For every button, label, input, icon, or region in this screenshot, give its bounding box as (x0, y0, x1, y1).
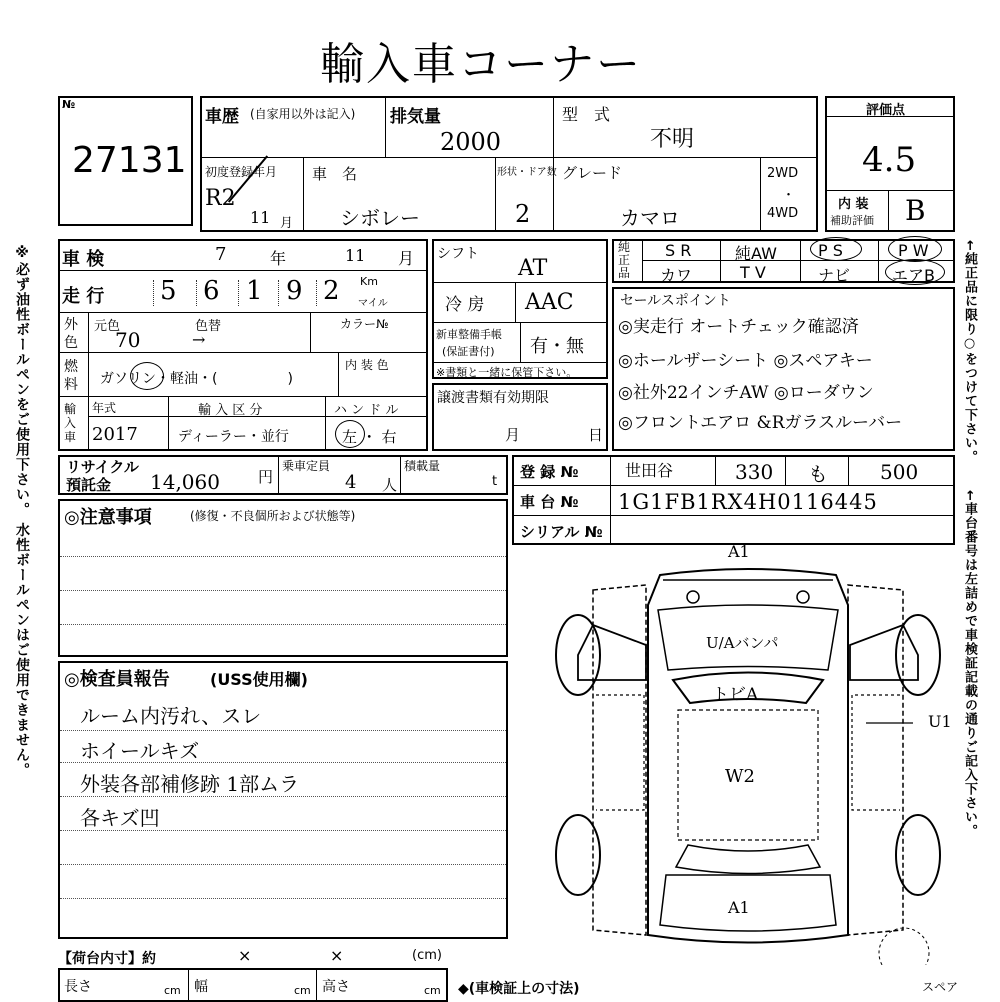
first-reg-year: R2 (205, 186, 236, 211)
displacement-label: 排気量 (390, 107, 441, 127)
color-side-label: 外色 (64, 317, 78, 351)
maint-book-label2: (保証書付) (442, 345, 495, 358)
diagram-roof-note: W2 (725, 766, 755, 787)
sales-point-item: ◎フロントエアロ &Rガラスルーバー (618, 413, 903, 433)
diagram-hood-note: U/Aバンパ (706, 634, 779, 652)
transfer-label: 譲渡書類有効期限 (437, 390, 549, 406)
import-type-label: 輸 入 区 分 (198, 403, 263, 418)
lot-label: № (62, 98, 76, 111)
import-year-value: 2017 (92, 424, 138, 445)
mileage-digit: 9 (286, 276, 303, 306)
shift-value: AT (518, 256, 548, 281)
dims-width-label: 幅 (194, 979, 208, 995)
load-label: 積載量 (404, 459, 441, 473)
inspector-line: 各キズ凹 (80, 806, 160, 830)
mileage-unit-km: Km (360, 275, 378, 288)
first-reg-month: 11 (250, 208, 271, 227)
right-note-chassis: ←車台番号は左詰めで車検証記載の通りご記入下さい。 (962, 490, 977, 838)
inspection-label: 車 検 (62, 249, 105, 270)
recycle-label2: 預託金 (66, 476, 112, 494)
serial-label: シリアル № (520, 523, 603, 541)
interior-label-2: 補助評価 (830, 214, 874, 227)
sales-point-item: ◎ホールザーシート ◎スペアキー (618, 351, 873, 371)
mileage-digit: 6 (203, 276, 220, 306)
chassis-label: 車 台 № (520, 493, 579, 511)
fuel-options: ガソリン・軽油・( ) (100, 371, 293, 387)
equipment-airbag: エアB (892, 266, 935, 285)
dims-length-unit: cm (164, 984, 181, 997)
score-label: 評価点 (866, 103, 906, 118)
inspector-line: 外装各部補修跡 1部ムラ (80, 772, 300, 796)
equipment-side-label: 純正品 (618, 240, 631, 280)
ac-label: 冷 房 (445, 295, 485, 315)
registration-kana: も (808, 462, 828, 486)
spare-label: スペア (922, 980, 959, 994)
equipment-ps: P S (818, 241, 843, 260)
mileage-digit: 1 (246, 276, 263, 306)
lot-box (58, 96, 193, 226)
equipment-pw: P W (898, 241, 929, 260)
color-code-label: カラー№ (340, 317, 389, 331)
import-side-label: 輸入車 (64, 402, 77, 444)
registration-label: 登 録 № (520, 463, 579, 481)
handle-left-circle (335, 420, 365, 448)
maint-book-label1: 新車整備手帳 (436, 328, 502, 341)
first-reg-label: 初度登録年月 (205, 165, 278, 179)
recycle-value: 14,060 (150, 470, 220, 494)
cargo-x1: × (238, 946, 252, 965)
right-note-equipment: ←純正品に限り○をつけて下さい。 (962, 240, 977, 464)
equipment-sr: S R (665, 241, 692, 260)
history-label: 車歴 (205, 107, 239, 127)
inspector-sub: (USS使用欄) (210, 670, 308, 689)
mileage-digit: 2 (323, 276, 340, 306)
sales-point-item: ◎社外22インチAW ◎ローダウン (618, 383, 874, 403)
mileage-unit-mile: マイル (358, 298, 388, 309)
recycle-label1: リサイクル (66, 458, 139, 476)
dims-length-label: 長さ (64, 979, 92, 995)
mileage-digits (118, 272, 348, 310)
model-value: 不明 (650, 127, 695, 152)
dims-height-unit: cm (424, 984, 441, 997)
load-unit: t (492, 474, 498, 489)
car-name-value: シボレー (340, 206, 420, 230)
equipment-navi: ナビ (818, 266, 851, 285)
drive-sep: ・ (782, 188, 796, 203)
color-change-value: → (192, 330, 206, 349)
recycle-unit: 円 (258, 468, 274, 486)
handle-label: ハ ン ド ル (334, 403, 399, 418)
sales-point-item: ◎実走行 オートチェック確認済 (618, 317, 859, 337)
import-type-value: ディーラー・並行 (178, 429, 289, 445)
chassis-value: 1G1FB1RX4H0116445 (618, 490, 878, 514)
dims-height-label: 高さ (322, 979, 350, 995)
capacity-unit: 人 (382, 476, 398, 494)
dims-width-unit: cm (294, 984, 311, 997)
interior-value: B (905, 194, 926, 227)
shift-label: シフト (437, 246, 479, 262)
inspection-month-unit: 月 (398, 249, 415, 268)
capacity-label: 乗車定員 (282, 459, 331, 473)
doors-label: 形状・ドア数 (497, 167, 557, 178)
maint-book-value: 有・無 (530, 336, 584, 357)
dims-note: ◆(車検証上の寸法) (458, 981, 580, 997)
caution-label: ◎注意事項 (64, 507, 152, 528)
model-label: 型 式 (562, 105, 611, 124)
sales-points-label: セールスポイント (620, 293, 731, 309)
equipment-airbag-circle (885, 259, 945, 285)
grade-label: グレード (562, 164, 623, 182)
cargo-unit: (cm) (412, 948, 442, 963)
interior-color-label: 内 装 色 (345, 358, 389, 372)
equipment-aw: 純AW (735, 244, 777, 263)
left-note: ※必ず油性ボールペンをご使用下さい。 水性ボールペンはご使用できません。 (14, 245, 30, 778)
inspector-label: ◎検査員報告 (64, 669, 170, 690)
color-orig-label: 元色 (94, 319, 121, 334)
maint-book-note: ※書類と一緒に保管下さい。 (436, 366, 578, 379)
inspection-year-unit: 年 (270, 249, 287, 268)
import-year-label: 年式 (92, 401, 117, 415)
diagram-top-note: A1 (728, 542, 750, 561)
mileage-label: 走 行 (62, 286, 105, 307)
diagram-right-note: U1 (928, 712, 952, 731)
registration-number: 500 (880, 460, 919, 484)
caution-sub: (修復・不良個所および状態等) (190, 509, 356, 523)
ac-value: AAC (525, 290, 574, 315)
first-reg-month-unit: 月 (280, 216, 294, 231)
dims-box (58, 968, 448, 1002)
mileage-digit: 5 (160, 276, 177, 306)
cargo-x2: × (330, 946, 344, 965)
inspector-line: ルーム内汚れ、スレ (80, 704, 262, 728)
interior-label-1: 内 装 (838, 197, 869, 212)
registration-class: 330 (735, 460, 774, 484)
score-value: 4.5 (862, 140, 917, 180)
displacement-value: 2000 (440, 128, 502, 156)
drive-4wd: 4WD (767, 206, 799, 221)
page-title: 輸入車コーナー (320, 39, 642, 90)
inspection-month: 11 (345, 246, 366, 265)
doors-value: 2 (515, 200, 531, 228)
car-name-label: 車 名 (312, 165, 358, 183)
drive-2wd: 2WD (767, 166, 799, 181)
diagram-bottom-note: A1 (728, 898, 750, 917)
transfer-day: 日 (588, 426, 604, 444)
capacity-value: 4 (345, 472, 357, 493)
equipment-tv: T V (740, 263, 766, 282)
inspector-line: ホイールキズ (80, 739, 200, 763)
transfer-month: 月 (505, 426, 521, 444)
history-note: (自家用以外は記入) (250, 107, 356, 121)
fuel-selected-circle (130, 362, 164, 390)
cargo-label: 【荷台内寸】約 (58, 951, 156, 967)
handle-value: 左 ・ 右 (342, 428, 397, 446)
color-change-label: 色替 (195, 319, 222, 334)
color-orig-value: 70 (115, 328, 141, 352)
equipment-ps-circle (810, 237, 862, 261)
lot-number: 27131 (72, 140, 187, 181)
inspection-year: 7 (215, 244, 227, 265)
equipment-leather: カワ (660, 266, 693, 285)
diagram-windshield-note: トビA (712, 685, 759, 705)
grade-value: カマロ (620, 206, 680, 230)
fuel-side-label: 燃料 (64, 359, 78, 393)
registration-area: 世田谷 (625, 461, 674, 480)
